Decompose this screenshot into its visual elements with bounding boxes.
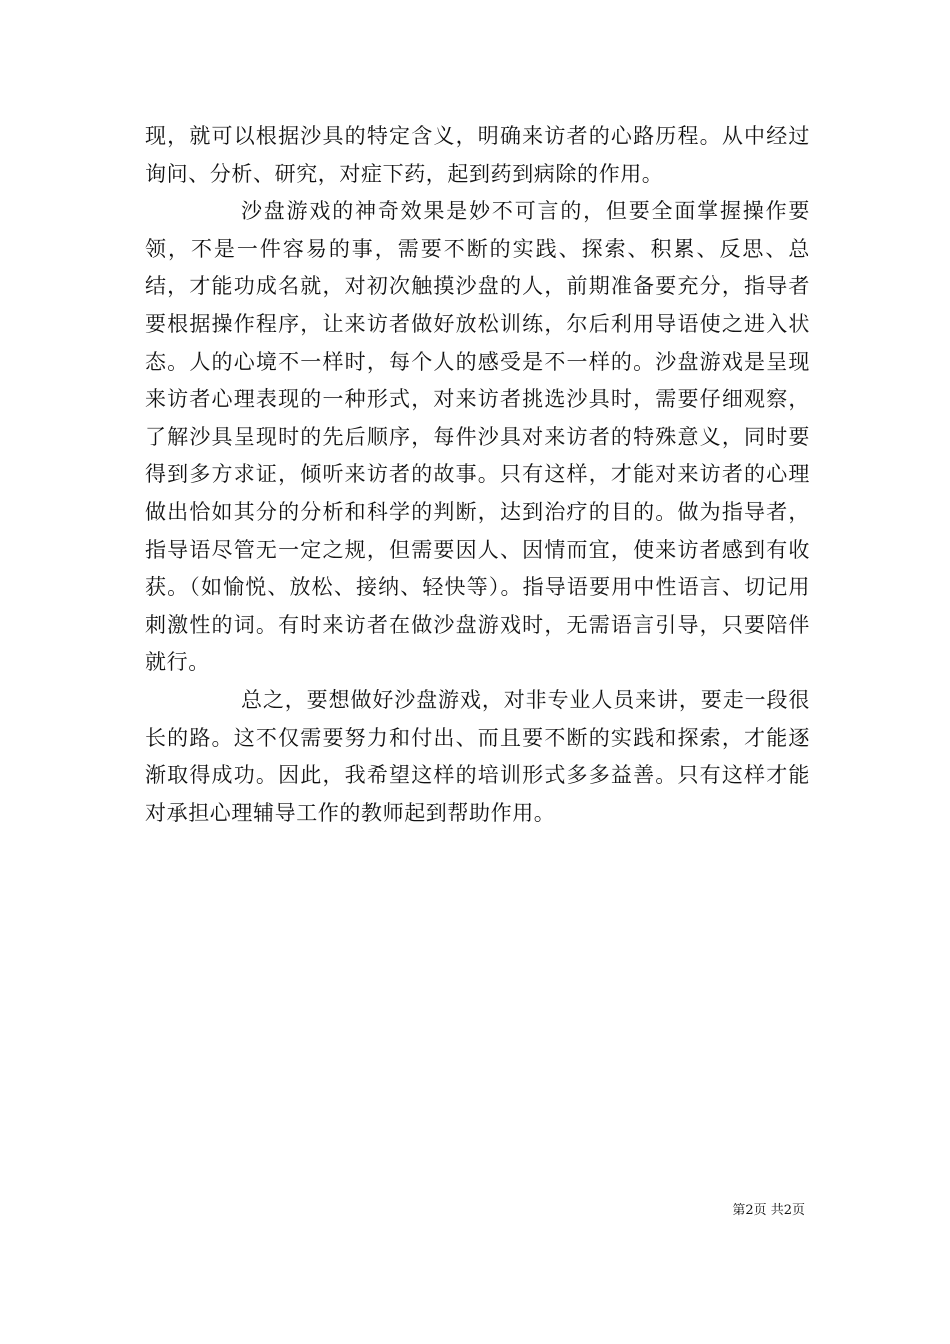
paragraph-sandplay-effect: 沙盘游戏的神奇效果是妙不可言的，但要全面掌握操作要领，不是一件容易的事，需要不断的实践、探索、积累、反思、总结，才能功成名就，对初次触摸沙盘的人，前期准备要充分，指导者要根据操作程序，让来访者做好放松训练，尔后利用导语使之进入状态。人的心境不一样时，每个人的感受是不一样的。沙盘游戏是呈现来访者心理表现的一种形式，对来访者挑选沙具时，需要仔细观察，了解沙具呈现时的先后顺序，每件沙具对来访者的特殊意义，同时要得到多方求证，倾听来访者的故事。只有这样，才能对来访者的心理做出恰如其分的分析和科学的判断，达到治疗的目的。做为指导者，指导语尽管无一定之规，但需要因人、因情而宜，使来访者感到有收获。（如愉悦、放松、接纳、轻快等）。指导语要用中性语言、切记用刺激性的词。有时来访者在做沙盘游戏时，无需语言引导，只要陪伴就行。 bbox=[145, 199, 810, 675]
document-body bbox=[145, 118, 810, 832]
page-number-footer: 第2页 共2页 bbox=[732, 1203, 805, 1218]
paragraph-continuation: 现，就可以根据沙具的特定含义，明确来访者的心路历程。从中经过询问、分析、研究，对症下药，起到药到病除的作用。 bbox=[145, 124, 810, 186]
paragraph-conclusion: 总之，要想做好沙盘游戏，对非专业人员来讲，要走一段很长的路。这不仅需要努力和付出、而且要不断的实践和探索，才能逐渐取得成功。因此，我希望这样的培训形式多多益善。只有这样才能对承担心理辅导工作的教师起到帮助作用。 bbox=[145, 687, 810, 825]
